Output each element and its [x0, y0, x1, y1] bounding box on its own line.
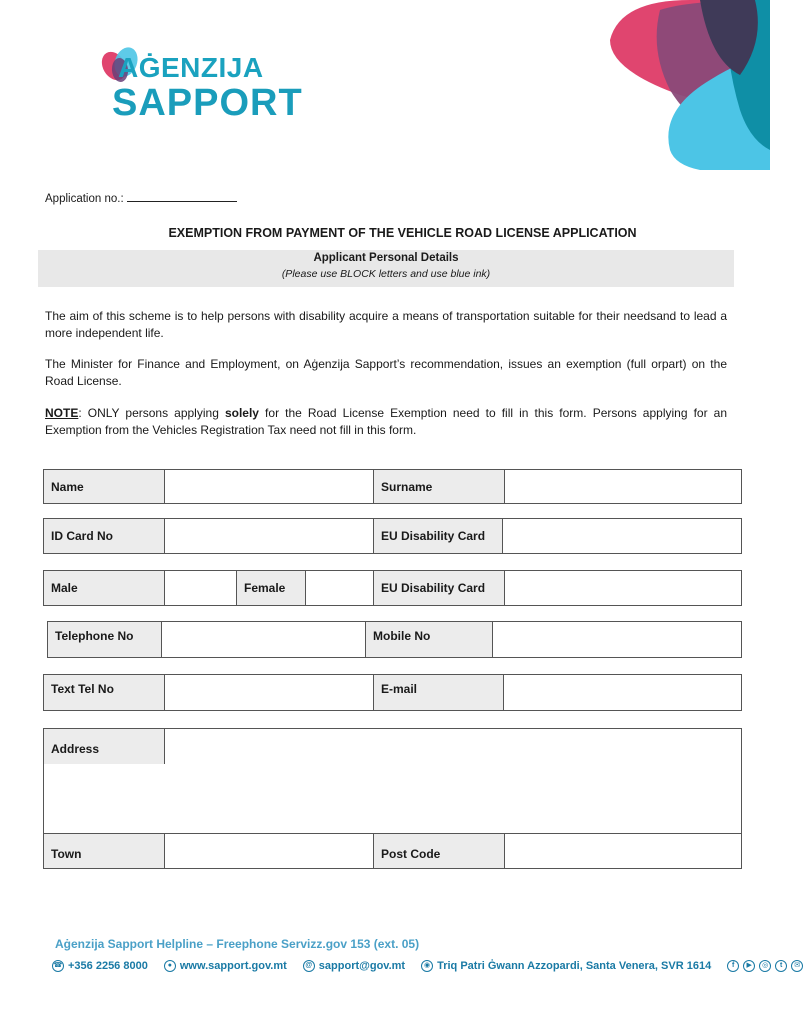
note-paragraph: NOTE: ONLY persons applying solely for the Road License Exemption need to fill in this form. Persons applying for an Exemption from the Vehicles Registration Tax need not fill in this form.	[45, 406, 727, 437]
female-checkbox[interactable]	[306, 571, 374, 605]
application-number	[45, 190, 237, 205]
phone-icon: ☎	[52, 960, 64, 972]
email-label: E-mail	[374, 675, 504, 710]
footer-website[interactable]: www.sapport.gov.mt	[179, 960, 287, 972]
logo-text-bottom: SAPPORT	[112, 82, 303, 124]
footer-email[interactable]: sapport@gov.mt	[318, 960, 406, 972]
male-checkbox[interactable]	[165, 571, 237, 605]
address-field-1[interactable]	[165, 729, 741, 764]
telephone-field[interactable]	[162, 622, 366, 657]
town-label: Town	[44, 834, 165, 868]
text-tel-label: Text Tel No	[44, 675, 165, 710]
footer-address: Triq Patri Ġwann Azzopardi, Santa Venera, SVR 1614	[437, 960, 712, 972]
logo-text-top: AĠENZIJA	[118, 52, 264, 83]
eu-disability-card-field-2[interactable]	[505, 571, 741, 605]
post-code-label: Post Code	[374, 834, 505, 868]
eu-disability-card-label: EU Disability Card	[374, 519, 503, 553]
section-title: Applicant Personal Details	[313, 252, 459, 264]
contact-bar	[52, 960, 803, 972]
id-card-field[interactable]	[165, 519, 374, 553]
twitter-icon[interactable]: t	[775, 960, 787, 972]
section-instruction: (Please use BLOCK letters and use blue ink)	[281, 268, 491, 280]
instagram-icon[interactable]: ◎	[759, 960, 771, 972]
male-label: Male	[44, 571, 165, 605]
surname-field[interactable]	[505, 470, 741, 503]
address-row	[43, 728, 742, 765]
town-row	[43, 833, 742, 869]
intro-paragraph: The aim of this scheme is to help persons with disability acquire a means of transportation suitable for their needsand to lead a more independent life.	[45, 309, 727, 340]
address-field-2[interactable]	[43, 764, 742, 800]
name-row	[43, 469, 742, 504]
gender-row	[43, 570, 742, 606]
name-label: Name	[44, 470, 165, 503]
youtube-icon[interactable]: ▶	[743, 960, 755, 972]
email-field[interactable]	[504, 675, 741, 710]
mobile-field[interactable]	[493, 622, 741, 657]
note-label: NOTE	[45, 406, 79, 420]
footer-phone: +356 2256 8000	[68, 960, 148, 972]
facebook-icon[interactable]: f	[727, 960, 739, 972]
eu-disability-card-field[interactable]	[503, 519, 741, 553]
corner-decoration	[550, 0, 770, 170]
id-card-row	[43, 518, 742, 554]
telephone-row	[47, 621, 742, 658]
surname-label: Surname	[374, 470, 505, 503]
messenger-icon[interactable]: ✉	[791, 960, 803, 972]
id-card-label: ID Card No	[44, 519, 165, 553]
helpline-text: Aġenzija Sapport Helpline – Freephone Servizz.gov 153 (ext. 05)	[55, 937, 420, 951]
location-icon: ◉	[421, 960, 433, 972]
web-icon: ●	[164, 960, 176, 972]
name-field[interactable]	[165, 470, 374, 503]
minister-paragraph: The Minister for Finance and Employment, on Aġenzija Sapport’s recommendation, issues an exemption (full orpart) on the Road License.	[45, 357, 727, 388]
female-label: Female	[237, 571, 306, 605]
page-title: EXEMPTION FROM PAYMENT OF THE VEHICLE ROAD LICENSE APPLICATION	[168, 226, 637, 240]
address-label: Address	[44, 729, 165, 764]
application-number-field[interactable]	[127, 190, 237, 202]
town-field[interactable]	[165, 834, 374, 868]
post-code-field[interactable]	[505, 834, 741, 868]
application-number-label: Application no.:	[45, 193, 124, 205]
eu-disability-card-label-2: EU Disability Card	[374, 571, 505, 605]
section-header	[38, 250, 734, 287]
text-tel-row	[43, 674, 742, 711]
email-icon: @	[303, 960, 315, 972]
address-field-3[interactable]	[43, 799, 742, 834]
mobile-label: Mobile No	[366, 622, 493, 657]
telephone-label: Telephone No	[48, 622, 162, 657]
text-tel-field[interactable]	[165, 675, 374, 710]
